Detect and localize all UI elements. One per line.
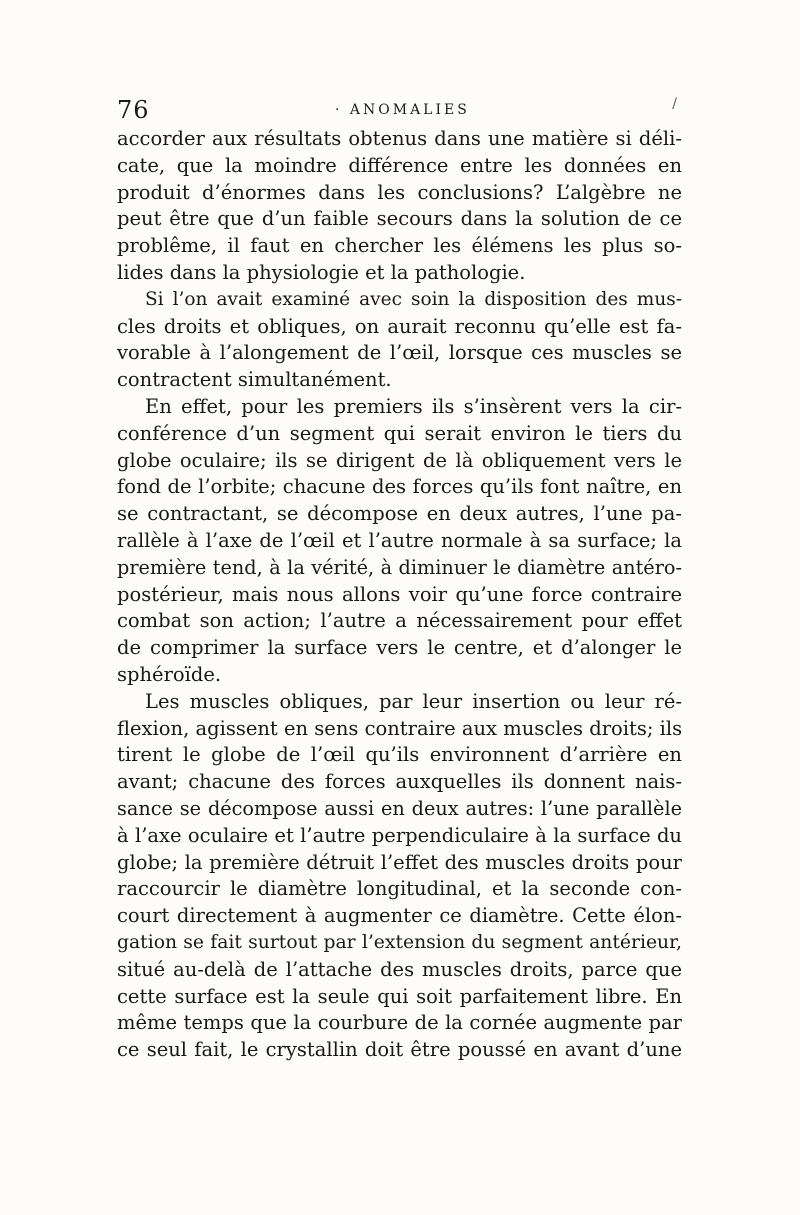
text-line: accorder aux résultats obtenus dans une matière si déli- <box>117 127 682 150</box>
text-line: tirent le globe de l’œil qu’ils environnent d’arrière en <box>117 743 682 767</box>
text-line: combat son action; l’autre a nécessairement pour effet <box>117 609 682 633</box>
text-line: se contractant, se décompose en deux autres, l’une pa- <box>117 502 682 526</box>
text-line: problême, il faut en chercher les élémens les plus so- <box>117 234 682 258</box>
text-line: cette surface est la seule qui soit parfaitement libre. En <box>117 984 682 1008</box>
text-line: cate, que la moindre différence entre les données en <box>117 153 682 177</box>
text-line: situé au-delà de l’attache des muscles droits, parce que <box>117 957 682 981</box>
text-line: de comprimer la surface vers le centre, et d’alonger le <box>117 636 682 660</box>
body-text <box>117 126 682 1064</box>
text-line: à l’axe oculaire et l’autre perpendiculaire à la surface du <box>117 823 682 847</box>
text-line: ce seul fait, le crystallin doit être poussé en avant d’une <box>117 1038 682 1062</box>
text-line: contractent simultanément. <box>117 368 392 392</box>
text-line: globe oculaire; ils se dirigent de là obliquement vers le <box>117 448 682 472</box>
text-line: sance se décompose aussi en deux autres: l’une parallèle <box>117 796 682 820</box>
text-line: En effet, pour les premiers ils s’insèrent vers la cir- <box>145 394 682 418</box>
text-line: postérieur, mais nous allons voir qu’une force contraire <box>117 582 682 606</box>
running-head: · ANOMALIES <box>335 102 470 118</box>
text-line: flexion, agissent en sens contraire aux muscles droits; ils <box>117 716 683 740</box>
text-line: première tend, à la vérité, à diminuer le diamètre antéro- <box>117 555 682 579</box>
text-line: court directement à augmenter ce diamètre. Cette élon- <box>117 904 682 928</box>
text-line: cles droits et obliques, on aurait reconnu qu’elle est fa- <box>117 314 682 338</box>
text-line: peut être que d’un faible secours dans la solution de ce <box>117 207 682 231</box>
text-line: Les muscles obliques, par leur insertion ou leur ré- <box>145 689 682 713</box>
text-line: produit d’énormes dans les conclusions? L’algèbre ne <box>117 180 682 204</box>
text-line: vorable à l’alongement de l’œil, lorsque ces muscles se <box>117 341 682 365</box>
text-line: fond de l’orbite; chacune des forces qu’ils font naître, en <box>117 475 682 499</box>
text-line: sphéroïde. <box>117 662 222 686</box>
stray-mark: / <box>672 96 677 112</box>
text-line: avant; chacune des forces auxquelles ils donnent nais- <box>117 770 682 794</box>
text-line: lides dans la physiologie et la pathologie. <box>117 260 526 284</box>
text-line: rallèle à l’axe de l’œil et l’autre normale à sa surface; la <box>117 528 682 552</box>
text-line: Si l’on avait examiné avec soin la disposition des mus- <box>145 288 682 310</box>
page-number: 76 <box>117 96 150 124</box>
text-line: conférence d’un segment qui serait environ le tiers du <box>117 421 682 445</box>
page-header <box>117 96 677 126</box>
text-line: même temps que la courbure de la cornée augmente par <box>117 1011 682 1035</box>
text-line: globe; la première détruit l’effet des muscles droits pour <box>117 850 682 874</box>
text-line: raccourcir le diamètre longitudinal, et la seconde con- <box>117 877 682 901</box>
text-line: gation se fait surtout par l’extension du segment antérieur, <box>117 931 682 953</box>
